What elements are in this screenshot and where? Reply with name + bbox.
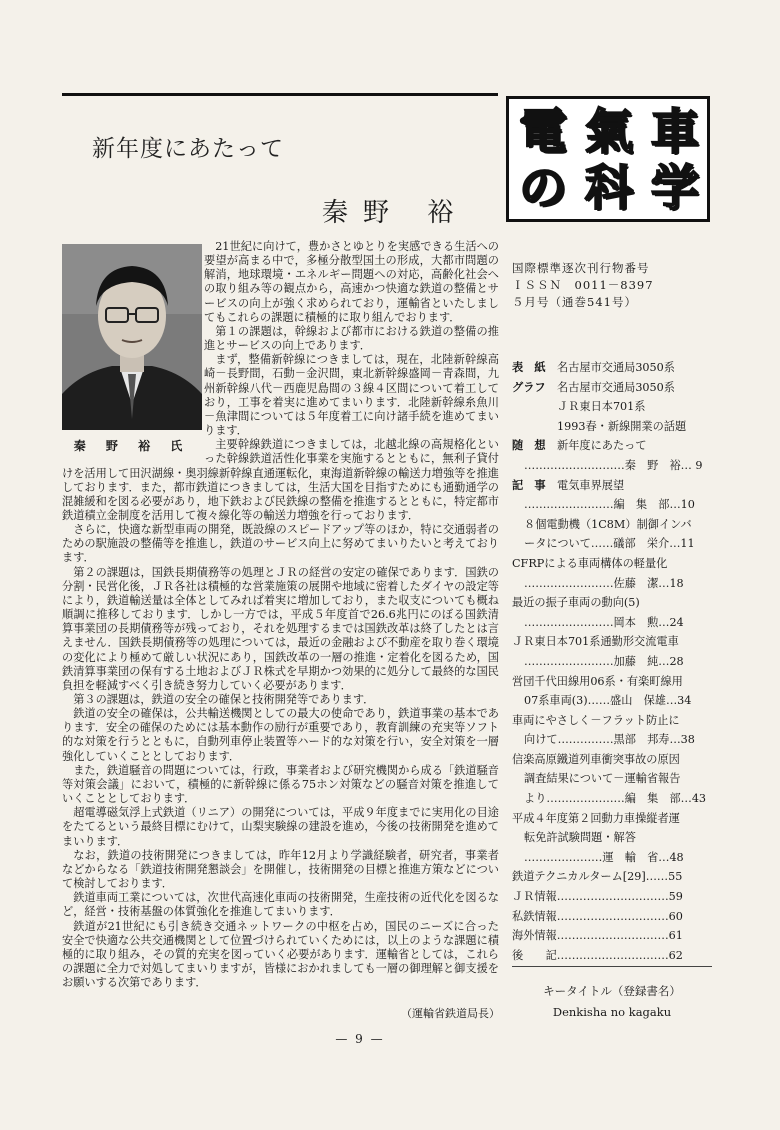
key-title-label: キータイトル（登録書名） xyxy=(543,984,681,998)
toc-article-entry: ータについて……礒部 栄介…11 xyxy=(524,537,695,551)
essay-paragraph: 鉄道が21世紀にも引き続き交通ネットワークの中枢を占め，国民のニーズに合った安全で快適な公共交通機関として位置づけられていくためには，以上のような課題に積極的に取り組み，その質的充実を図っていく必要があります．運輸省としては，これらの課題に全力で対処してまいりますが，皆様におかれましても一層の御理解と御支援をお願いする次第であります． xyxy=(62,919,499,990)
toc-article-title: 平成４年度第２回動力車操縦者運 xyxy=(512,811,680,825)
magazine-logo xyxy=(506,96,710,222)
essay-paragraph: 鉄道の安全の確保は，公共輸送機関としての最大の使命であり，鉄道事業の基本であります．安全の確保のためには基本動作の励行が重要であり，教育訓練の充実等ソフト的な対策を行うとともに，自動列車停止装置等ハード的な対策を行い，安全対策を一層強化していくこととしております． xyxy=(62,707,499,763)
toc-article-title: 最近の振子車両の動向(5) xyxy=(512,596,640,610)
issn-line: 国際標準逐次刊行物番号 xyxy=(512,261,650,275)
issn-line: ＩＳＳＮ 0011－8397 xyxy=(512,278,654,292)
essay-paragraph: 第３の課題は，鉄道の安全の確保と技術開発等であります． xyxy=(73,693,375,706)
essay-paragraph: なお，鉄道の技術開発につきましては，昨年12月より学識経験者，研究者，事業者などからなる「鉄道技術開発懇談会」を開催し，技術開発の目標と推進方策などについて検討しております． xyxy=(62,848,499,891)
signature: （運輸省鉄道局長） xyxy=(401,1007,500,1020)
toc-article-title: ８個電動機（1C8M）制御インバ xyxy=(524,517,692,531)
essay-paragraph: 21世紀に向けて，豊かさとゆとりを実感できる生活への要望が高まる中で，多極分散型国土の形成，大都市問題の解消，地球環境・エネルギー問題への対応，高齢化社会への取り組み等の観点から，高速かつ快適な鉄道の整備とサービスの向上が強く求められており，運輸省といたしましてもこれらの課題に積極的に取り組んでおります． xyxy=(204,240,499,324)
photo-caption: 秦 野 裕 氏 xyxy=(73,439,191,453)
essay-paragraph: 第２の課題は，国鉄長期債務等の処理とＪＲの経営の安定の確保であります．国鉄の分割・民営化後，ＪＲ各社は積極的な営業施策の展開や地域に密着したダイヤの設定等により，鉄道輸送量は全体としてみれば着実に増加しており，また収支についても概ね順調に推移しております．しかし一方では，平成５年度首で26.6兆円にのぼる国鉄清算事業団の長期債務等が残っており，それを処理するまでは国鉄改革は終了したとは言えません．国鉄長期債務等の処理については，最近の金融および不動産を取り巻く環境の変化により極めて厳しい状況にあり，国鉄改革の一層の推進・定着化を図るため，国鉄清算事業団の保有する土地およびＪＲ株式を早期かつ効果的に処分して最終的な国民負担を軽減すべく引き続き努力していく必要があります． xyxy=(62,565,499,692)
key-title-value: Denkisha no kagaku xyxy=(552,1005,672,1019)
toc-article-entry: 調査結果について－運輸省報告 xyxy=(524,772,681,786)
logo-char: 学 xyxy=(650,160,699,216)
essay-paragraph: また，鉄道騒音の問題については，行政，事業者および研究機関から成る「鉄道騒音等対策会議」において，積極的に新幹線に係る75ホン対策などの騒音対策を推進していくこととしております． xyxy=(62,763,499,806)
logo-char: 電 xyxy=(518,104,567,160)
toc-graph-item: 1993春・新線開業の話題 xyxy=(557,419,687,433)
essay-title: 新年度にあたって xyxy=(92,136,284,162)
toc-label: 随 想 xyxy=(512,438,546,453)
author-name: 秦野 裕 xyxy=(322,198,469,228)
toc-article-entry: 07系車両(3)……盛山 保雄…34 xyxy=(524,694,692,708)
toc-article-entry: ……………………岡本 勲…24 xyxy=(524,615,684,629)
essay-body xyxy=(62,240,499,990)
toc-article-title: 車両にやさしく－フラット防止に xyxy=(512,713,680,727)
toc-graph-item: ＪＲ東日本701系 xyxy=(557,400,646,414)
toc-graph-item: 名古屋市交通局3050系 xyxy=(557,380,675,394)
toc-article-title: CFRPによる車両構体の軽量化 xyxy=(512,556,668,570)
essay-paragraph: 超電導磁気浮上式鉄道（リニア）の開発については，平成９年度までに実用化の目途をたてるという最終目標にむけて，山梨実験線の建設を進め，今後の技術開発を進めてまいります． xyxy=(62,806,499,848)
logo-char: 科 xyxy=(584,160,633,216)
toc-label: グラフ xyxy=(512,379,546,394)
issn-line: ５月号（通巻541号） xyxy=(512,295,637,309)
toc-article-entry: ……………………編 集 部…10 xyxy=(524,498,695,512)
toc-misc-entry: 私鉄情報…………………………60 xyxy=(512,909,683,923)
toc-essay-entry: ………………………秦 野 裕… 9 xyxy=(524,458,703,472)
essay-paragraph: まず，整備新幹線につきましては，現在，北陸新幹線高崎－長野間，石動－金沢間，東北新幹線盛岡－青森間，九州新幹線八代－西鹿児島間の３線４区間について着工しており，工事を着実に進めてまいります．北陸新幹線糸魚川－魚津間については５年度着工に向け諸手続を進めてまいります． xyxy=(204,353,499,438)
toc-label: 表 紙 xyxy=(512,360,546,374)
toc-article-title: ＪＲ東日本701系通勤形交流電車 xyxy=(512,635,679,649)
toc-article-entry: ……………………加藤 純…28 xyxy=(524,654,684,668)
top-rule xyxy=(62,93,498,96)
logo-char: 氣 xyxy=(584,104,633,160)
essay-paragraph: 第１の課題は，幹線および都市における鉄道の整備の推進とサービスの向上であります． xyxy=(204,324,499,353)
toc-article-entry: 向けて……………黒部 邦寿…38 xyxy=(524,733,695,747)
issn-block xyxy=(512,260,654,311)
logo-char: の xyxy=(518,160,567,216)
table-of-contents xyxy=(512,358,712,965)
toc-article-entry: 転免許試験問題・解答 xyxy=(524,831,636,845)
page-number: — 9 — xyxy=(335,1032,385,1046)
toc-article-title: 営団千代田線用06系・有楽町線用 xyxy=(512,674,683,688)
logo-char: 車 xyxy=(650,104,699,160)
toc-article-title: 信楽高原鐵道列車衝突事故の原因 xyxy=(512,752,680,766)
toc-misc-entry: ＪＲ情報…………………………59 xyxy=(512,890,683,904)
toc-essay-title: 新年度にあたって xyxy=(557,439,647,453)
photo-spacer xyxy=(58,240,204,458)
toc-misc-entry: 海外情報…………………………61 xyxy=(512,929,683,943)
toc-article-entry: より…………………編 集 部…43 xyxy=(524,792,707,806)
toc-cover: 名古屋市交通局3050系 xyxy=(557,361,675,374)
toc-article-entry: ……………………佐藤 潔…18 xyxy=(524,576,684,590)
toc-article-title: 電気車界展望 xyxy=(557,478,625,492)
toc-misc-entry: 鉄道テクニカルターム[29]……55 xyxy=(512,870,683,884)
essay-paragraph: さらに，快適な新型車両の開発，既設線のスピードアップ等のほか，特に交通弱者のための駅施設の整備等を推進し，鉄道のサービス向上に努めてまいりたいと考えております． xyxy=(62,523,499,565)
toc-label: 記 事 xyxy=(512,477,546,492)
essay-paragraph: 主要幹線鉄道につきましては，北越北線の高規格化といった幹線鉄道活性化事業を実施するとともに，無利子貸付けを活用して田沢湖線・奥羽線新幹線直通運転化，東海道新幹線の輸送力増強等を推進しております．また，都市鉄道につきましては，生活大国を目指すためにも通勤通学の混雑緩和を図る必要があり，地下鉄および民鉄線の整備を推進するとともに，特定都市鉄道積立金制度を活用して複々線化等の輸送力増強を行っております． xyxy=(62,438,499,522)
essay-paragraph: 鉄道車両工業については，次世代高速化車両の技術開発，生産技術の近代化を図るなど，経営・技術基盤の体質強化を推進してまいります． xyxy=(62,891,499,919)
toc-article-entry: …………………運 輸 省…48 xyxy=(524,850,684,864)
toc-misc-entry: 後 記…………………………62 xyxy=(512,948,683,962)
toc-divider xyxy=(512,966,712,967)
